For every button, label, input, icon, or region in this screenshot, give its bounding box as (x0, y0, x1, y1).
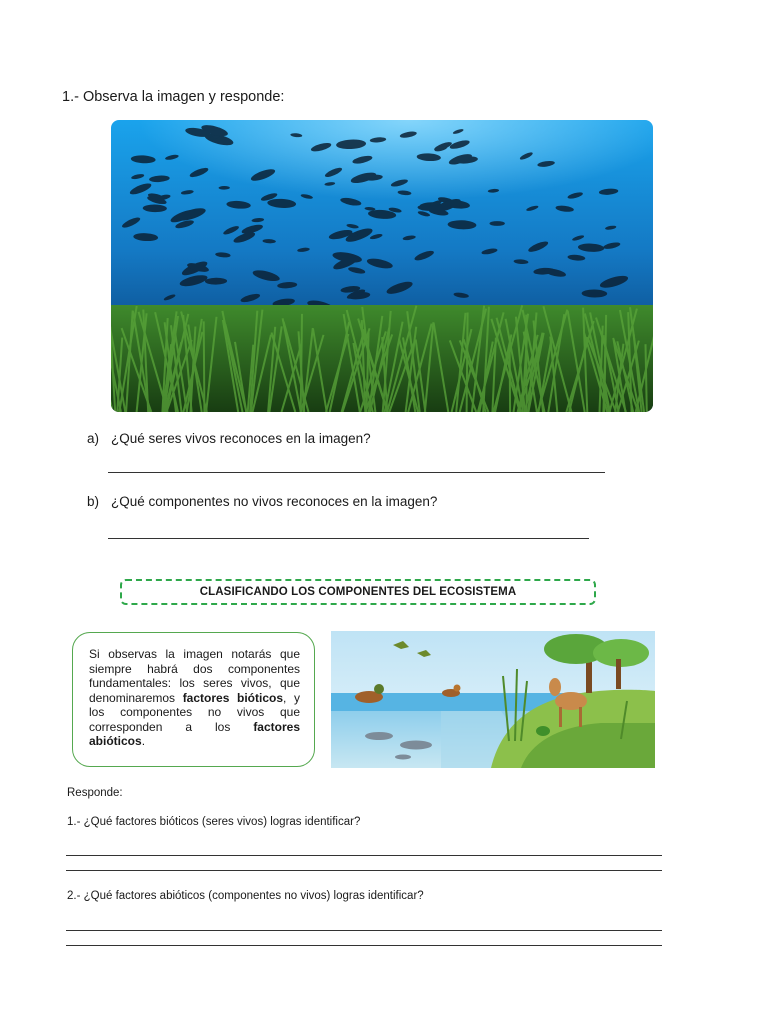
question-a-text: ¿Qué seres vivos reconoces en la imagen? (111, 431, 371, 446)
question-b-text: ¿Qué componentes no vivos reconoces en la imagen? (111, 494, 438, 509)
ecosystem-illustration (331, 631, 655, 768)
question-b (87, 494, 437, 509)
answer-line-1a[interactable] (66, 855, 662, 856)
info-text-2: , y los componentes no vivos que corresponden a los (89, 690, 300, 734)
seagrass-blade (646, 344, 647, 412)
info-box (72, 632, 315, 767)
responde-question-1: 1.- ¿Qué factores bióticos (seres vivos) logras identificar? (67, 816, 361, 828)
info-text-3: . (141, 734, 146, 748)
responde-question-2: 2.- ¿Qué factores abióticos (componentes no vivos) logras identificar? (67, 890, 424, 902)
info-bold-bioticos: factores bióticos (182, 690, 284, 705)
info-bold-abioticos: factores abióticos (89, 719, 300, 748)
seagrass-blade (301, 314, 302, 412)
question-a (87, 431, 371, 446)
fish (490, 221, 505, 226)
answer-line-a[interactable] (108, 472, 605, 473)
question-a-letter: a) (87, 431, 100, 446)
question-b-letter: b) (87, 494, 100, 509)
seagrass-blade (510, 343, 511, 412)
answer-line-2b[interactable] (66, 945, 662, 946)
underwater-photo (111, 120, 653, 412)
answer-line-1b[interactable] (66, 870, 662, 871)
underwater-photo-graphic (111, 120, 653, 412)
ecosystem-graphic (331, 631, 655, 768)
frog-icon (536, 726, 550, 736)
answer-line-2a[interactable] (66, 930, 662, 931)
section-banner: CLASIFICANDO LOS COMPONENTES DEL ECOSISTEMA (120, 579, 596, 605)
responde-label: Responde: (67, 787, 123, 799)
info-text-1: Si observas la imagen notarás que siempre habrá dos componentes fundamentales: los seres vivos, que denominaremos (89, 647, 300, 705)
question-1-title: 1.- Observa la imagen y responde: (62, 89, 285, 105)
seagrass-blade (204, 321, 205, 412)
answer-line-b[interactable] (108, 538, 589, 539)
